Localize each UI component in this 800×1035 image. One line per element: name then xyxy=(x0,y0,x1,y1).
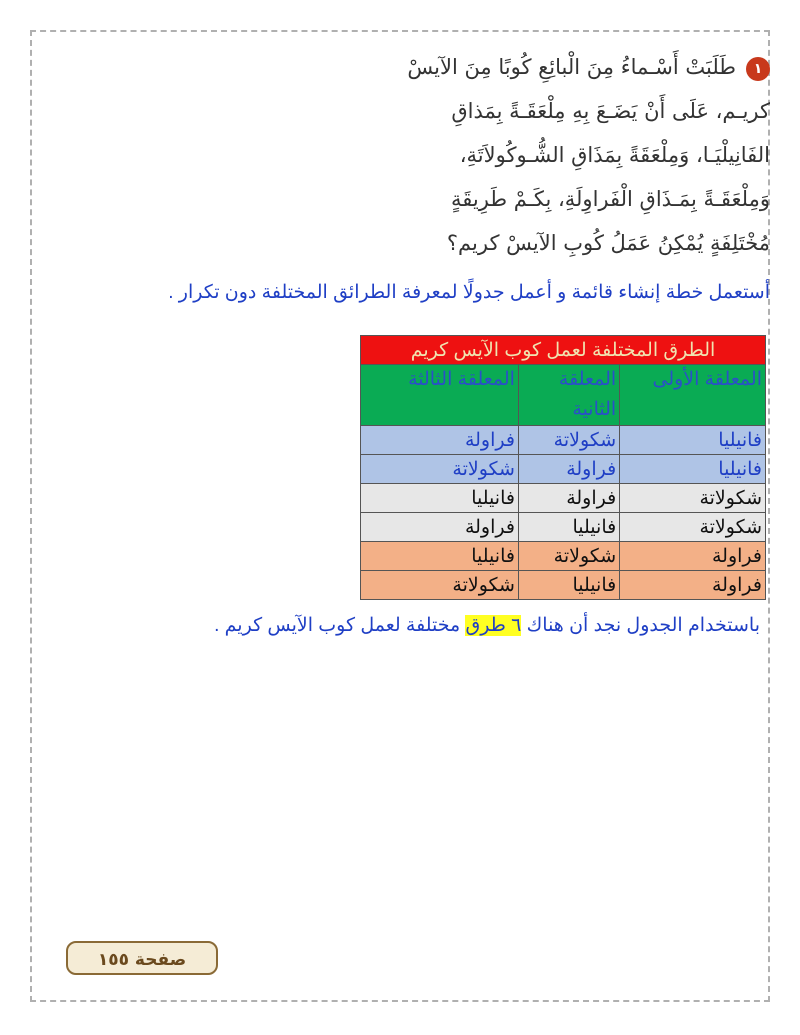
question-number-badge: ١ xyxy=(746,57,770,81)
table-cell: شكولاتة xyxy=(620,513,766,542)
header-first-spoon: المعلقة الأولى xyxy=(620,365,766,426)
problem-line: ١طَلَبَتْ أَسْـماءُ مِنَ الْبائِعِ كُوبًا مِنَ الآيسْ xyxy=(390,45,770,89)
table-row xyxy=(361,542,766,571)
table-cell: فراولة xyxy=(518,455,619,484)
table-cell: فراولة xyxy=(620,542,766,571)
table-row xyxy=(361,571,766,600)
page-number-label: صفحة ١٥٥ xyxy=(66,941,218,975)
table-cell: فراولة xyxy=(361,426,519,455)
ways-table xyxy=(360,335,766,600)
table-cell: فراولة xyxy=(620,571,766,600)
header-second-spoon: المعلقة الثانية xyxy=(518,365,619,426)
table-cell: شكولاتة xyxy=(361,455,519,484)
problem-line: كريـم، عَلَى أَنْ يَضَـعَ بِهِ مِلْعَقَـةً بِمَذاقِ xyxy=(451,99,770,123)
problem-line: الفَانِيلْيَـا، وَمِلْعَقَةً بِمَذَاقِ الشُّـوكُولاَتَةِ، xyxy=(459,143,770,167)
problem-text xyxy=(390,45,770,265)
table-cell: فانيليا xyxy=(518,571,619,600)
highlighted-answer: ٦ طرق xyxy=(465,615,522,636)
table-row xyxy=(361,426,766,455)
table-cell: فانيليا xyxy=(518,513,619,542)
instruction-text: أستعمل خطة إنشاء قائمة و أعمل جدولًا لمعرفة الطرائق المختلفة دون تكرار . xyxy=(168,282,770,303)
table-cell: فانيليا xyxy=(361,484,519,513)
header-third-spoon: المعلقة الثالثة xyxy=(361,365,519,426)
table-cell: فراولة xyxy=(518,484,619,513)
table-cell: شكولاتة xyxy=(361,571,519,600)
problem-line: مُخْتَلِفَةٍ يُمْكِنُ عَمَلُ كُوبِ الآيسْ كريم؟ xyxy=(446,231,770,255)
table-cell: شكولاتة xyxy=(518,542,619,571)
table-cell: فراولة xyxy=(361,513,519,542)
conclusion-text: باستخدام الجدول نجد أن هناك ٦ طرق مختلفة لعمل كوب الآيس كريم . xyxy=(214,615,760,636)
problem-line: وَمِلْعَقَـةً بِمَـذَاقِ الْفَراوِلَةِ، بِكَـمْ طَرِيقَةٍ xyxy=(451,187,770,211)
table-cell: فانيليا xyxy=(620,426,766,455)
table-title: الطرق المختلفة لعمل كوب الآيس كريم xyxy=(361,336,766,365)
table-row xyxy=(361,455,766,484)
table-cell: شكولاتة xyxy=(620,484,766,513)
table-row xyxy=(361,513,766,542)
table-cell: فانيليا xyxy=(620,455,766,484)
table-cell: شكولاتة xyxy=(518,426,619,455)
table-row xyxy=(361,484,766,513)
table-cell: فانيليا xyxy=(361,542,519,571)
